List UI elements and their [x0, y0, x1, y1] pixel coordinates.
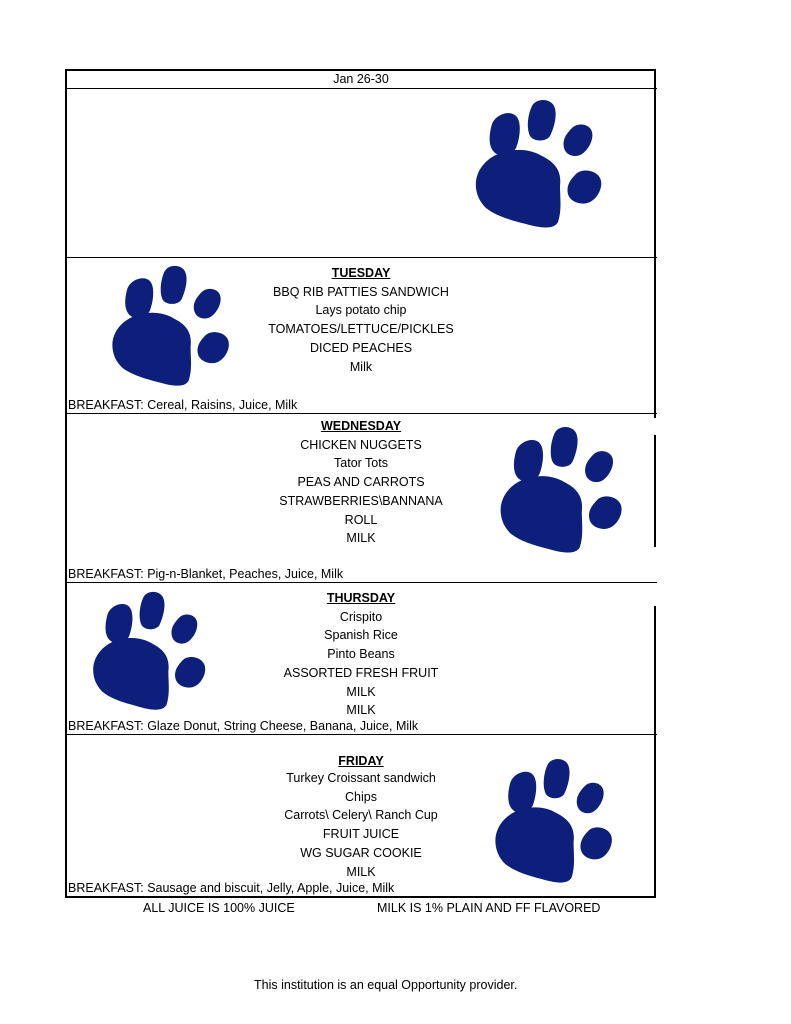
menu-item: TOMATOES/LETTUCE/PICKLES [268, 322, 454, 337]
day-heading: TUESDAY [331, 266, 391, 280]
paw-print-icon [490, 757, 620, 885]
menu-item: CHICKEN NUGGETS [300, 437, 422, 452]
menu-item: Carrots\ Celery\ Ranch Cup [284, 808, 438, 823]
day-heading: FRIDAY [338, 754, 384, 768]
menu-item: Turkey Croissant sandwich [286, 771, 436, 785]
paw-print-icon [107, 264, 237, 388]
menu-item: Tator Tots [334, 456, 388, 471]
juice-note: ALL JUICE IS 100% JUICE [143, 901, 295, 915]
breakfast-line: BREAKFAST: Pig-n-Blanket, Peaches, Juice, Milk [68, 567, 344, 581]
breakfast-line: BREAKFAST: Cereal, Raisins, Juice, Milk [68, 398, 298, 412]
menu-item: Spanish Rice [324, 628, 398, 643]
milk-note: MILK IS 1% PLAIN AND FF FLAVORED [377, 901, 601, 915]
equal-opportunity-statement: This institution is an equal Opportunity provider. [254, 978, 518, 992]
menu-item: Chips [345, 789, 377, 804]
breakfast-line: BREAKFAST: Glaze Donut, String Cheese, Banana, Juice, Milk [68, 719, 419, 733]
day-heading: THURSDAY [326, 591, 396, 605]
row-divider [65, 413, 657, 414]
menu-item: Crispito [339, 609, 383, 624]
menu-item: DICED PEACHES [309, 340, 413, 355]
menu-item: ASSORTED FRESH FRUIT [283, 665, 439, 680]
menu-item: PEAS AND CARROTS [297, 475, 425, 490]
menu-item: MILK [346, 864, 376, 879]
breakfast-line: BREAKFAST: Sausage and biscuit, Jelly, Apple, Juice, Milk [68, 881, 395, 895]
menu-item: Milk [349, 359, 373, 374]
row-divider [65, 257, 657, 258]
menu-item: ROLL [344, 512, 378, 527]
row-divider [65, 734, 657, 735]
paw-print-icon [88, 590, 213, 712]
menu-item: MILK [346, 684, 376, 699]
row-divider [65, 88, 657, 89]
menu-item: Pinto Beans [327, 647, 395, 662]
day-heading: WEDNESDAY [320, 419, 402, 433]
paw-print-icon [495, 425, 630, 555]
paw-print-icon [470, 98, 610, 230]
row-divider [65, 582, 657, 583]
menu-item: FRUIT JUICE [322, 827, 400, 842]
menu-item: MILK [346, 531, 376, 546]
menu-item: Lays potato chip [315, 303, 407, 318]
menu-item: MILK [346, 703, 376, 718]
menu-item: BBQ RIB PATTIES SANDWICH [273, 284, 449, 299]
menu-item: STRAWBERRIES\BANNANA [279, 493, 443, 508]
menu-item: WG SUGAR COOKIE [300, 845, 422, 860]
week-title: Jan 26-30 [333, 72, 389, 86]
